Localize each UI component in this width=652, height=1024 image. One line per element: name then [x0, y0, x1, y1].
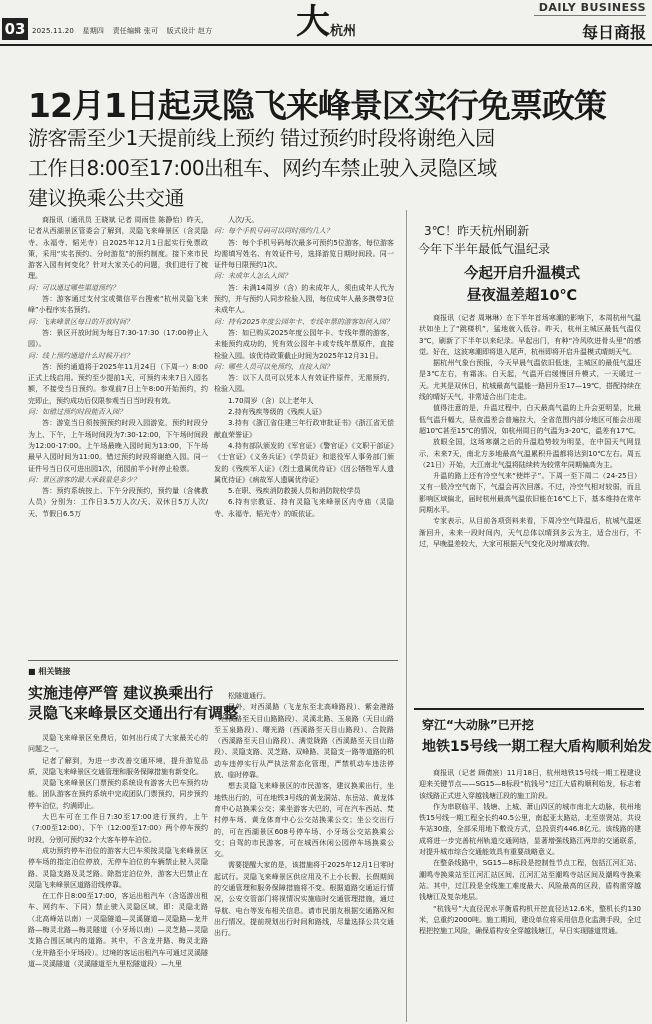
- lead-column-2: [214, 215, 394, 645]
- weekday: 星期四: [82, 27, 105, 35]
- list-item: 4.持有部队颁发的《军官证》《警官证》《文职干部证》《士官证》《义务兵证》《学员证》和退役军人事务部门颁发的《残疾军人证》《烈士遗属优待证》《因公牺牲军人遗属优待证》《病故军人遗属优待证》: [214, 441, 394, 484]
- weather-headline: 今起开启升温模式: [464, 266, 580, 282]
- answer: 答：每个手机号码每次最多可预约5位游客，每位游客均需填写姓名、有效证件号，选择游览日期时间段。同一证件每日限预约1次。: [214, 238, 394, 270]
- metro-headline: 地铁15号线一期工程大盾构顺利始发: [422, 739, 652, 755]
- metro-body: [419, 768, 641, 1020]
- dateline: [32, 26, 218, 36]
- paragraph: 松隧道通行。: [228, 692, 270, 700]
- list-item: 6.持有宗教证、持有灵隐飞来峰景区内寺庙（灵隐寺、永福寺、韬光寺）的皈依证。: [214, 498, 394, 518]
- weather-kicker: 3℃！昨天杭州刷新: [424, 224, 530, 238]
- paragraph: 另外，对西溪路（飞龙东至北高峰路段）、紫金港路（西溪路至天目山路路段）、灵溪北路、玉泉路（天目山路至玉泉路段）、曙光路（西溪路至天目山路段）、合院路（西溪路至天目山路段）、满觉陇路（西溪路至天目山路段）、灵隐支路、灵芝路、双峰路、灵隐支一路等道路的机动车违停实行从严执法常态化管理，严禁机动车违法停放、临时停靠。: [214, 703, 394, 780]
- paragraph: 放眼全国，这场寒潮之后的升温趋势较为明显，在中国天气网显示，未来7天，南北方多地最高气温累积升温都将达到10℃左右。周五（21日）开始，大江南北气温将陆续转为较常年同期偏高为主。: [419, 438, 641, 469]
- designer-credit: 版式设计 赵方: [166, 27, 213, 35]
- question: 问：如错过预约时段能否入园？: [28, 408, 126, 417]
- paragraph: 需要提醒大家的是，该措施将于2025年12月1日零时起试行。灵隐飞来峰景区供应用及不上小长假、长假期间的交通管理和服务保障措施将不变。根据道路交通运行情况，公安交管部门将视情况实施临时交通管理措施，通过导航、电台等发布相关信息。请市民朋友根据交通路况和出行情况，提前规划出行时间和路线，尽量选择公共交通出行。: [214, 861, 394, 938]
- paragraph: 商报讯（记者 顾倩宸）11月18日，杭州地铁15号线一期工程建设迎来关键节点——SG15—8标段“杭钱号”过江大盾构顺利始发，标志着该线路正式进入穿越钱塘江段的施工阶段。: [419, 769, 641, 800]
- paragraph: 专家表示，从目前各项资料来看，下周冷空气降温后，杭城气温逐渐回升，未来一段时间内，天气总体以晴到多云为主，适合出行，不过，早晚温差较大，大家可根据天气变化及时增减衣物。: [419, 517, 641, 548]
- question: 问：持有2025年度公园年卡、专线年票的游客如何入园？: [214, 317, 393, 326]
- paragraph: 灵隐飞来峰景区门票预约系统设有游客大巴车预约功能。团队游客在预约系统中完成团队门票预约，同步预约停车泊位，约满即止。: [28, 779, 208, 810]
- paragraph: 想去灵隐飞来峰景区的市民游客，建议换乘出行，坐地铁出行的，可在地铁3号线的黄龙洞站、东岳站、黄龙体育中心站换乘公交；乘坐游客大巴的，可在汽车西站、梵村停车场、黄龙体育中心公交站换乘公交；坐公交出行的，可在西湖景区608号停车场、小牙场公交站换乘公交；自驾的市民游客，可在城西休闲公园停车场换乘公交。: [214, 782, 394, 859]
- section-city: 杭州: [330, 24, 357, 39]
- section-divider: [414, 708, 644, 710]
- paragraph: 记者了解到，为进一步改善交通环境，提升游览品质，灵隐飞来峰景区交通管理和服务保障措施有新变化。: [28, 756, 208, 776]
- related-headline: 实施违停严管 建议换乘出行: [28, 684, 214, 702]
- paragraph: 作为串联临平、钱塘、上城、萧山四区的城市南北大动脉，杭州地铁15号线一期工程全长约40.5公里，南起亚太路站，北至崇贤站，共设车站30座，全部采用地下敷设方式，总投资约446.8亿元。该线路的建成将进一步完善杭州轨道交通网络，显著增强线路江两岸的交通联系，对提升城市综合交通能效具有重要战略意义。: [419, 802, 641, 857]
- list-item: 3.持有《浙江省住建三年行政审批证书》《浙江省无偿献血荣誉证》: [214, 419, 394, 439]
- paragraph: 值得注意的是，升温过程中，白天最高气温的上升会更明显，比最低气温升幅大，昼夜温差会普遍拉大，全省范围内部分地区可能会出现超10℃甚至15℃的情况，如杭州周日的气温为3-20℃，温差有17℃。: [419, 404, 641, 435]
- section-divider: [28, 660, 398, 661]
- related-headline: 灵隐飞来峰景区交通出行有调整: [28, 704, 239, 722]
- answer: 答：预约通道将于2025年11月24日（下周一）8:00正式上线启用。预约至少提前1天，可预约未来7日入园名额，不接受当日预约。参观前7日上午8:00开始预约，约完即止，预约成功后仅限参观当日当时段有效。: [28, 362, 208, 405]
- metro-kicker: 穿江“大动脉”已开挖: [422, 718, 534, 732]
- related-column-1: [28, 733, 208, 1021]
- weather-headline: 昼夜温差超10℃: [466, 288, 578, 304]
- question: 问：景区游客的最大承载量是多少？: [28, 475, 140, 484]
- section-logo: 大: [296, 2, 330, 42]
- paragraph: 商报讯（记者 周琳琳）在下半年首场寒潮的影响下，本周杭州气温状如坐上了“跳楼机”，猛地就入低谷。昨天，杭州主城区最低气温仅3℃，刷新了下半年以来纪录。早起出门，有种“冷风吹进骨头里”的感觉。好在，这波寒潮即将退入尾声，杭州即将开启升温模式晴朗天气。: [419, 314, 641, 356]
- paragraph: 在工作日8:00至17:00，客运出租汽车（含巡游出租车、网约车、下同）禁止驶入灵隐区域，即：灵隐北路（北高峰站以南）一灵隐隧道—灵溪隧道—灵隐路—龙井路—梅灵北路—梅灵隧道（小牙场以南）—灵芝路—灵隐支路合围区域内的道路。其中，不含龙井路、梅灵北路（龙井路至小牙场段）。过境的客运出租汽车可通过灵溪隧道—灵溪隧道（灵溪隧道至九里松隧道段）—九里: [28, 892, 208, 968]
- paragraph: 商报讯（通讯员 王晓斌 记者 周雨佳 陈静怡）昨天，记者从西湖景区管委会了解到，灵隐飞来峰景区（含灵隐寺、永福寺、韬光寺）自2025年12月1日起实行免票政策，采用“实名预约、分时游览”的预约制度。接下来市民游客入园有何变化？针对大家关心的问题，我们进行了梳理。: [28, 216, 208, 281]
- brand-english: DAILY BUSINESS: [538, 1, 646, 14]
- question: 问：飞来峰景区每日的开放时间？: [28, 317, 133, 326]
- question: 问：可以通过哪些渠道预约？: [28, 283, 119, 292]
- editor-credit: 责任编辑 张可: [112, 27, 159, 35]
- lead-deck-line: 工作日8:00至17:00出租车、网约车禁止驶入灵隐区域: [28, 156, 497, 180]
- paragraph: 大巴车可在工作日7:30至17:00进行预约，上午（7:00至12:00）、下午（12:00至17:00）两个停车预约时段，分别可预约32个大客车停车泊位。: [28, 813, 208, 844]
- lead-column-1: [28, 215, 208, 645]
- lead-deck-line: 游客需至少1天提前线上预约 错过预约时段将谢绝入园: [28, 126, 495, 150]
- paragraph: 据杭州气象台预报，今天早晨气温依旧低迷，主城区的最低气温还是3℃左右，有霜冻。白天起，气温开启缓慢回升模式，一天暖过一天。尤其是双休日，杭城最高气温能一路回升至17—19℃，搭配持续在线的晴好天气，非常适合出门走走。: [419, 359, 641, 402]
- answer: 答：游客通过支付宝或微信平台搜索“杭州灵隐飞来峰”小程序实名预约。: [28, 295, 208, 315]
- answer: 答：以下人员可以凭本人有效证件原件，无需预约，检验入园。: [214, 374, 394, 394]
- question: 问：未成年人怎么入园？: [214, 272, 291, 281]
- lead-deck-line: 建议换乘公共交通: [28, 186, 184, 210]
- question: 问：每个手机号码可以同时预约几人？: [214, 227, 333, 236]
- paragraph: 在整条线路中，SG15—8标段是控制性节点工程，包括江河汇站、潮鸣寺换乘站至江河汇站区间、江河汇站至潮鸣寺站区间及潮鸣寺换乘站。其中，过江段是全线施工难度最大、风险最高的区段，盾构需穿越钱塘江及复杂地层。: [419, 859, 641, 902]
- answer: 答：游览当日须按照预约时段入园游览，预约时段分为上、下午，上午场时间段为7:30-12:00，下午场时间段为12:00-17:00。上午场最晚入园时间为13:00，下午场最早入园时间为11:00。错过预约时段将谢绝入园。同一证件号当日仅可进出园1次，闭园前半小时停止检票。: [28, 419, 208, 473]
- paragraph: “杭钱号”大直径泥水平衡盾构机开挖直径达12.6米，整机长约130米，总重约2000吨。施工期间，建设单位将采用信息化监测手段，全过程把控施工风险，确保盾构安全穿越钱塘江，早日实现隧道贯通。: [419, 904, 641, 936]
- answer: 答：预约系统按上、下午分段预约，预约量（含佛教人员）分别为：工作日3.5万人次/天、双休日5万人次/天、节假日6.5万: [28, 487, 208, 518]
- weather-body: [419, 313, 641, 699]
- answer: 答：如已购买2025年度公园年卡、专线年票的游客，未能预约成功的，凭有效公园年卡或专线年票原件，直接检验入园。该优待政策截止时间为2025年12月31日。: [214, 328, 394, 360]
- column-divider: [406, 210, 407, 1022]
- related-link-tag: ■ 相关链接: [28, 666, 70, 677]
- issue-date: 2025.11.20: [32, 27, 75, 35]
- paragraph: 人次/天。: [228, 216, 259, 224]
- brand-divider: [534, 15, 646, 16]
- paragraph: 成功预约停车泊位的游客大巴车须按灵隐飞来峰景区停车场的指定泊位停放，无停车泊位的车辆禁止驶入灵隐路、灵隐支路及灵芝路。除指定泊位外，游客大巴禁止在灵隐飞来峰景区道路沿线停靠。: [28, 846, 208, 889]
- list-item: 1.70周岁（含）以上老年人: [228, 396, 314, 405]
- list-item: 5.在职、残疾消防救援人员和消防院校学员: [228, 487, 361, 496]
- list-item: 2.持有残疾等级的《残疾人证》: [228, 408, 326, 417]
- question: 问：哪些人员可以免预约，直接入园？: [214, 362, 333, 371]
- masthead: [0, 0, 652, 46]
- paragraph: 升温的路上还有冷空气来“使绊子”。下周一至下周二（24-25日）又有一股冷空气南下，气温会再次回落。不过，冷空气相对较弱，而且影响区域偏北，届时杭州最高气温依旧能在16℃上下，基本维持在常年同期水平。: [419, 472, 641, 515]
- weather-kicker: 今年下半年最低气温纪录: [418, 242, 551, 256]
- answer: 答：未满14周岁（含）的未成年人，须由成年人代为预约，并与预约人同步检验入园，每位成年人最多携带3位未成年人。: [214, 283, 394, 315]
- page-number: 03: [2, 18, 28, 40]
- related-column-2: [214, 691, 394, 1021]
- answer: 答：景区开放时间为每日7:30-17:30（17:00停止入园）。: [28, 328, 208, 349]
- brand-chinese: 每日商报: [581, 23, 646, 42]
- question: 问：线上预约通道什么时候开启？: [28, 351, 133, 360]
- paragraph: 灵隐飞来峰景区免费后，如何出行成了大家最关心的问题之一。: [28, 734, 208, 754]
- lead-headline: 12月1日起灵隐飞来峰景区实行免票政策: [28, 86, 606, 125]
